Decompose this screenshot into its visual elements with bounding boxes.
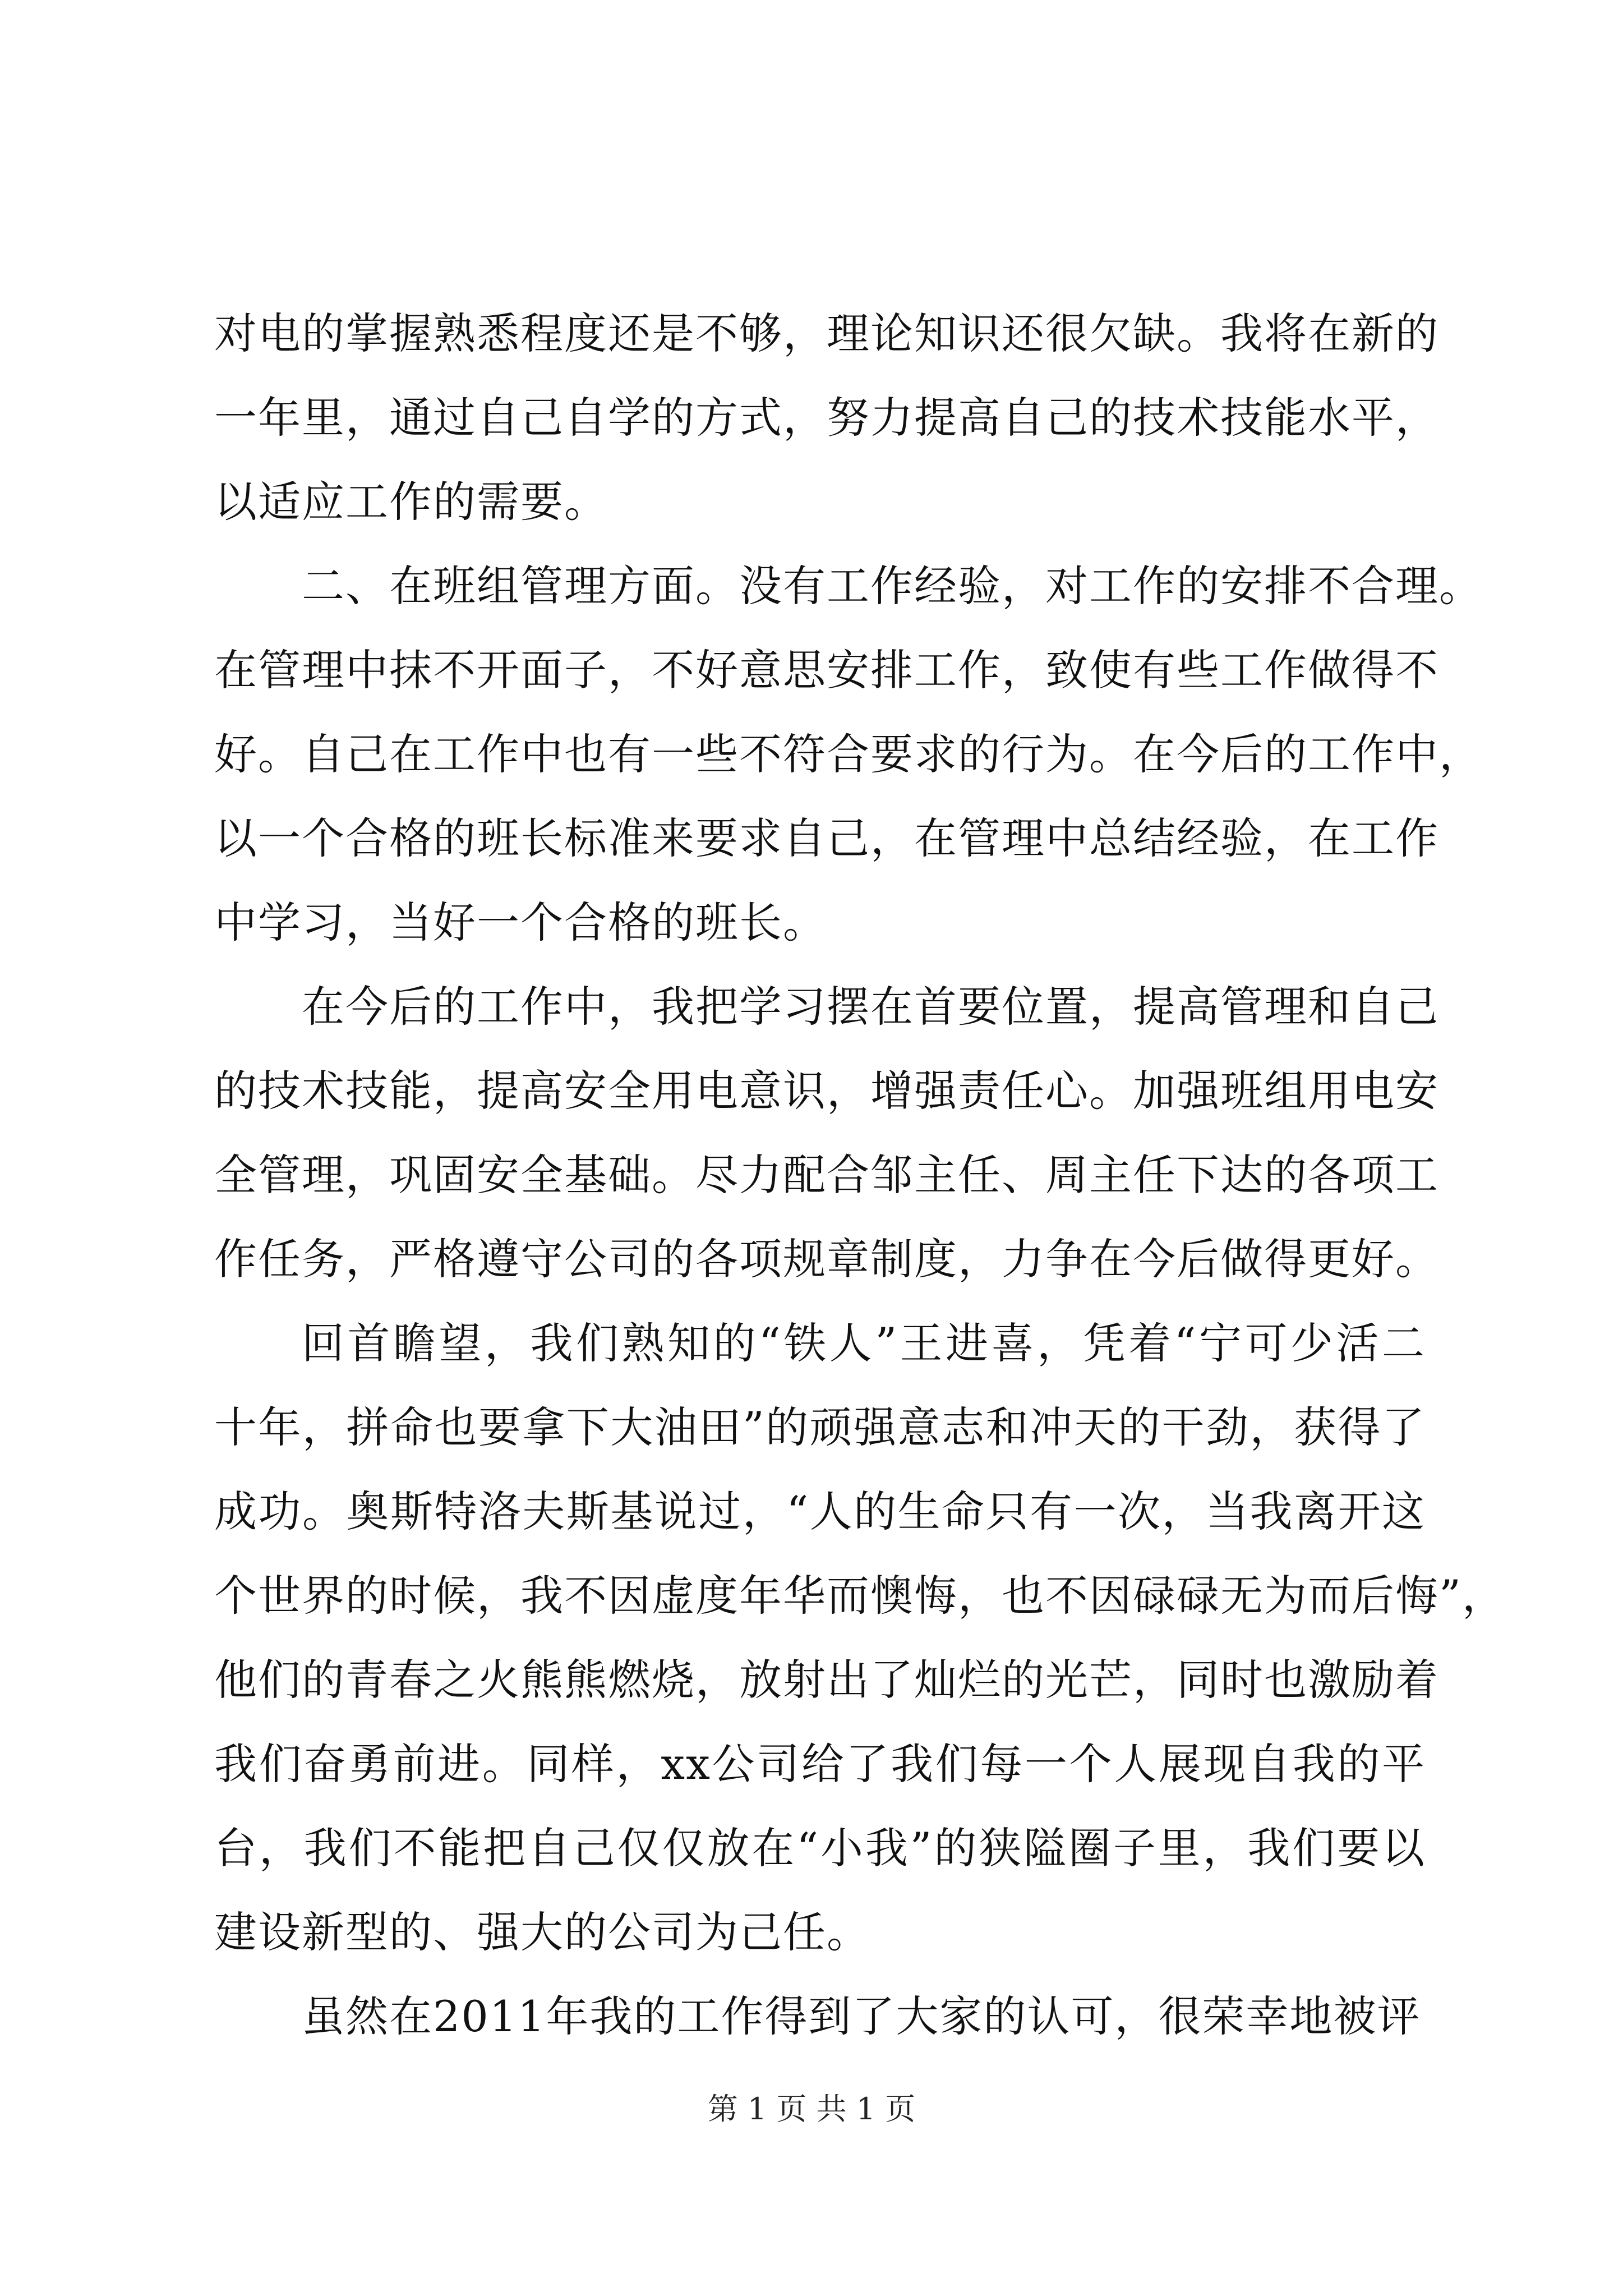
text-line: 中学习，当好一个合格的班长。 [214, 898, 827, 947]
text-line: 作任务，严格遵守公司的各项规章制度，力争在今后做得更好。 [214, 1234, 1439, 1284]
paragraph-start-line: 虽然在2011年我的工作得到了大家的认可，很荣幸地被评 [302, 1991, 1421, 2041]
text-line: 建设新型的、强大的公司为己任。 [214, 1907, 870, 1957]
text-line: 全管理，巩固安全基础。尽力配合邹主任、周主任下达的各项工 [214, 1150, 1439, 1200]
text-line: 个世界的时候，我不因虚度年华而懊悔，也不因碌碌无为而后悔”， [214, 1571, 1506, 1621]
text-line: 对电的掌握熟悉程度还是不够，理论知识还很欠缺。我将在新的 [214, 309, 1439, 358]
text-line: 成功。奥斯特洛夫斯基说过，“人的生命只有一次，当我离开这 [214, 1487, 1426, 1536]
paragraph-start-line: 在今后的工作中，我把学习摆在首要位置，提高管理和自己 [302, 982, 1439, 1032]
page-footer: 第 1 页 共 1 页 [707, 2091, 916, 2127]
paragraph-start-line: 二、在班组管理方面。没有工作经验，对工作的安排不合理。 [302, 561, 1483, 611]
text-line: 的技术技能，提高安全用电意识，增强责任心。加强班组用电安 [214, 1066, 1439, 1116]
text-line: 在管理中抹不开面子，不好意思安排工作，致使有些工作做得不 [214, 645, 1439, 695]
body-text [214, 292, 1506, 2059]
text-line: 台，我们不能把自己仅仅放在“小我”的狭隘圈子里，我们要以 [214, 1823, 1426, 1873]
text-line: 以一个合格的班长标准来要求自己，在管理中总结经验，在工作 [214, 813, 1439, 863]
paragraph-start-line: 回首瞻望，我们熟知的“铁人”王进喜，凭着“宁可少活二 [302, 1318, 1426, 1368]
text-line: 十年，拼命也要拿下大油田”的顽强意志和冲天的干劲，获得了 [214, 1402, 1426, 1452]
text-line: 他们的青春之火熊熊燃烧，放射出了灿烂的光芒，同时也激励着 [214, 1655, 1439, 1705]
text-line: 一年里，通过自己自学的方式，努力提高自己的技术技能水平， [214, 393, 1439, 443]
text-line: 我们奋勇前进。同样，xx公司给了我们每一个人展现自我的平 [214, 1739, 1426, 1789]
text-line: 以适应工作的需要。 [214, 477, 608, 527]
text-line: 好。自己在工作中也有一些不符合要求的行为。在今后的工作中， [214, 729, 1483, 779]
